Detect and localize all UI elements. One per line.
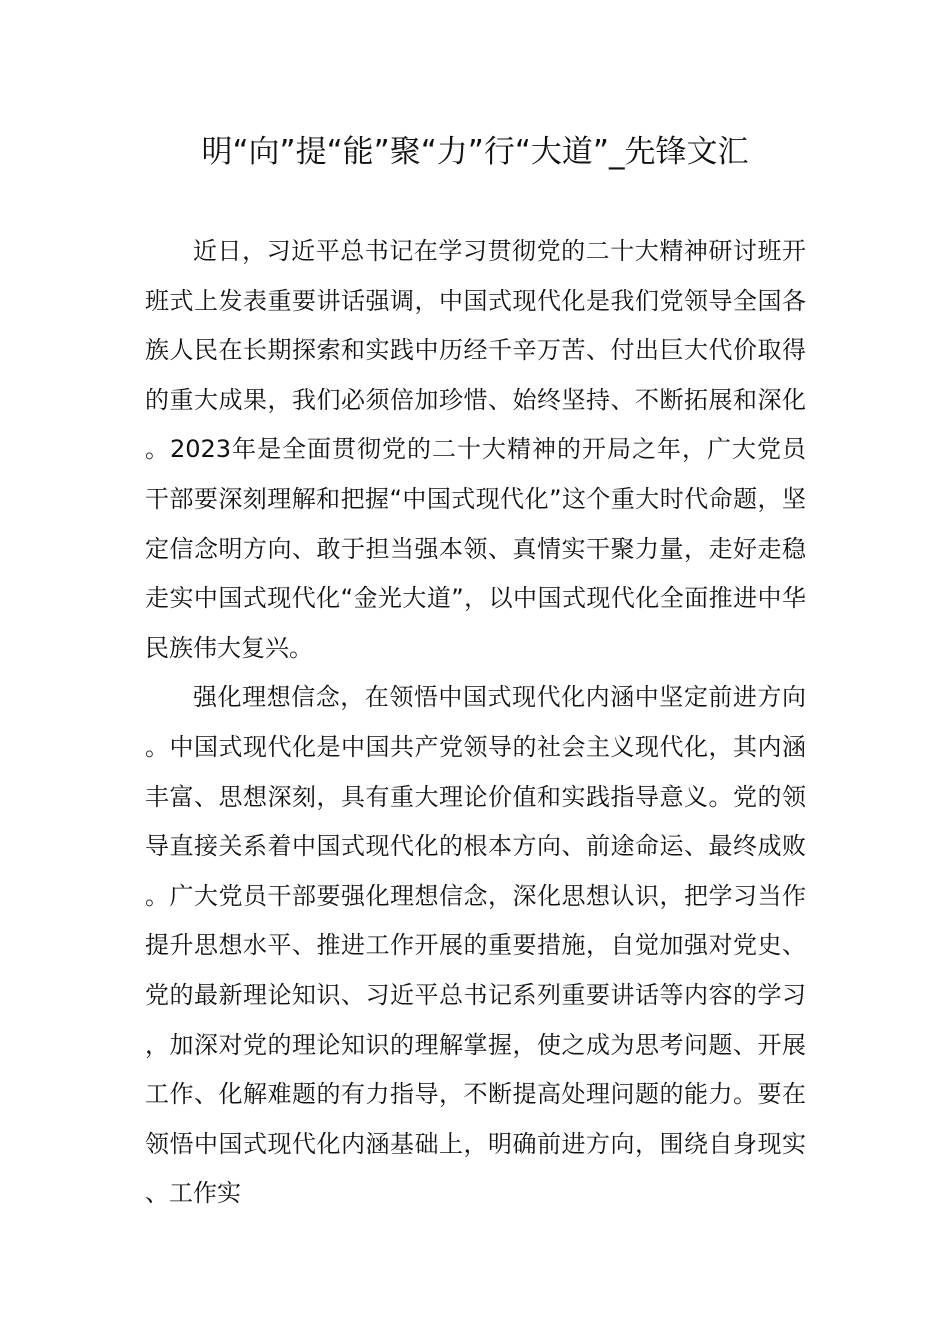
document-title: 明“向”提“能”聚“力”行“大道”_先锋文汇	[201, 134, 749, 170]
paragraph-2: 强化理想信念，在领悟中国式现代化内涵中坚定前进方向。中国式现代化是中国共产党领导的社会主义现代化，其内涵丰富、思想深刻，具有重大理论价值和实践指导意义。党的领导直接关系着中国式现代化的根本方向、前途命运、最终成败。广大党员干部要强化理想信念，深化思想认识，把学习当作提升思想水平、推进工作开展的重要措施，自觉加强对党史、党的最新理论知识、习近平总书记系列重要讲话等内容的学习，加深对党的理论知识的理解掌握，使之成为思考问题、开展工作、化解难题的有力指导，不断提高处理问题的能力。要在领悟中国式现代化内涵基础上，明确前进方向，围绕自身现实、工作实	[145, 683, 806, 1208]
paragraph-1: 近日，习近平总书记在学习贯彻党的二十大精神研讨班开班式上发表重要讲话强调，中国式现代化是我们党领导全国各族人民在长期探索和实践中历经千辛万苦、付出巨大代价取得的重大成果，我们必须倍加珍惜、始终坚持、不断拓展和深化。2023年是全面贯彻党的二十大精神的开局之年，广大党员干部要深刻理解和把握“中国式现代化”这个重大时代命题，坚定信念明方向、敢于担当强本领、真情实干聚力量，走好走稳走实中国式现代化“金光大道”，以中国式现代化全面推进中华民族伟大复兴。	[145, 237, 806, 662]
document-body	[145, 227, 806, 1219]
